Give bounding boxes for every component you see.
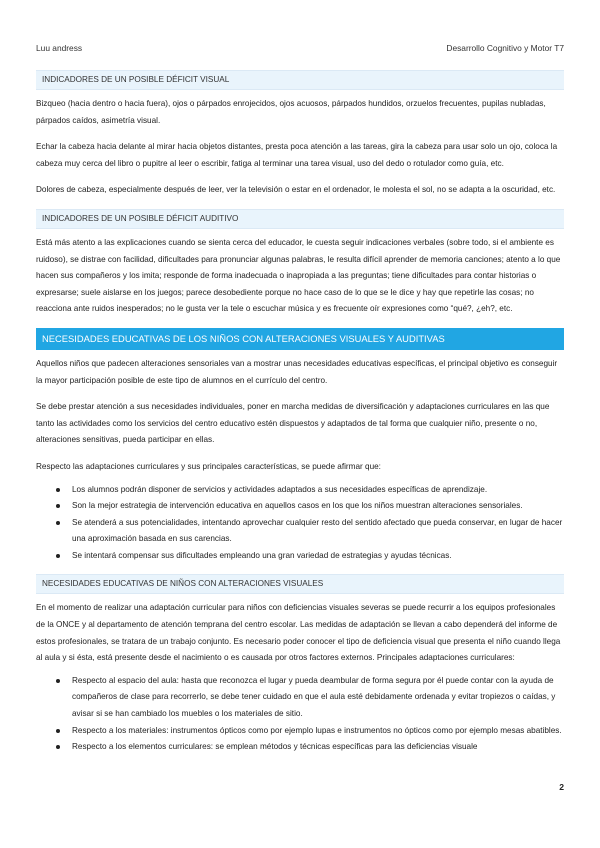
list-item: [36, 673, 564, 723]
page-number: 2: [559, 782, 564, 792]
bullet-icon: [56, 679, 60, 683]
list-item-text: Son la mejor estrategia de intervención educativa en aquellos casos en los que los niños muestran alteraciones sensoriales.: [72, 501, 523, 511]
list-item-text: Se intentará compensar sus dificultades empleando una gran variedad de estrategias y ayudas técnicas.: [72, 550, 452, 560]
section-heading-auditory-indicators: INDICADORES DE UN POSIBLE DÉFICIT AUDITIVO: [36, 209, 564, 229]
paragraph: Está más atento a las explicaciones cuando se sienta cerca del educador, le cuesta seguir indicaciones verbales (sobre todo, si el ambiente es ruidoso), se distrae con facilidad, dificultades para pronunciar algunas palabras, le resulta difícil aprender de memoria canciones; atento a lo que hacen sus compañeros y los imita; responde de forma inadecuada o inapropiada a las preguntas; tiene dificultades para contar historias o expresarse; suele aislarse en los juegos; parece desobediente porque no hace caso de lo que se le dice y hay que repetirle las cosas; no reacciona ante ruidos inesperados; no le gusta ver la tele o escuchar música y es frecuente oír expresiones como “qué?, ¿eh?, etc.: [36, 237, 561, 314]
paragraph: Aquellos niños que padecen alteraciones sensoriales van a mostrar unas necesidades educativas específicas, el principal objetivo es conseguir la mayor participación posible de este tipo de alumnos en el currículo del centro.: [36, 358, 558, 385]
paragraph: En el momento de realizar una adaptación curricular para niños con deficiencias visuales severas se puede recurrir a los equipos profesionales de la ONCE y al departamento de atención temprana del centro escolar. Las medidas de adaptación se llevan a cabo dependerá del informe de estos profesionales, se tratara de un trabajo conjunto. Es necesario poder conocer el tipo de deficiencia visual que presenta el niño cuando llega al aula y si ésta, está presente desde el nacimiento o es causada por otros factores externos. Principales adaptaciones curriculares:: [36, 603, 561, 663]
section-heading-educational-needs: NECESIDADES EDUCATIVAS DE LOS NIÑOS CON ALTERACIONES VISUALES Y AUDITIVAS: [36, 328, 564, 350]
bullet-list: [36, 482, 564, 565]
paragraph: Se debe prestar atención a sus necesidades individuales, poner en marcha medidas de diversificación y adaptaciones curriculares en las que tanto las actividades como los servicios del centro educativo estén dispuestos y adaptados de tal forma que cualquier niño, presente o no, alteraciones sensitivas, pueda participar en ellas.: [36, 402, 550, 445]
list-item: [36, 515, 564, 548]
paragraph: Respecto las adaptaciones curriculares y sus principales características, se puede afirmar que:: [36, 461, 381, 471]
paragraph: Echar la cabeza hacia delante al mirar hacia objetos distantes, presta poca atención a las tareas, gira la cabeza para usar solo un ojo, coloca la cabeza muy cerca del libro o pupitre al leer o escribir, fatiga al terminar una tarea visual, uso del dedo o rotulador como guía, etc.: [36, 142, 558, 168]
list-item-text: Respecto al espacio del aula: hasta que reconozca el lugar y pueda deambular de forma segura por él puede contar con la ayuda de compañeros de clase para recorrerlo, se debe tener cuidado en que el aula esté debidamente ordenada y evitar tropiezos o caídas, y avisar si se han cambiado los muebles o los materiales de sitio.: [72, 675, 556, 719]
list-item: [36, 723, 564, 740]
list-item-text: Los alumnos podrán disponer de servicios y actividades adaptados a sus necesidades específicas de aprendizaje.: [72, 484, 488, 494]
bullet-icon: [56, 729, 60, 733]
list-item-text: Respecto a los elementos curriculares: se emplean métodos y técnicas específicas para las deficiencias visuale: [72, 742, 478, 752]
list-item: [36, 498, 564, 515]
bullet-list: [36, 673, 564, 756]
bullet-icon: [56, 504, 60, 508]
header-course: Desarrollo Cognitivo y Motor T7: [446, 43, 564, 53]
list-item-text: Se atenderá a sus potencialidades, intentando aprovechar cualquier resto del sentido afectado que pueda conservar, en lugar de hacer una aproximación basada en sus carencias.: [72, 517, 563, 544]
paragraph: Bizqueo (hacia dentro o hacia fuera), ojos o párpados enrojecidos, ojos acuosos, párpados hundidos, orzuelos frecuentes, pupilas nubladas, párpados caídos, asimetría visual.: [36, 99, 546, 125]
list-item: [36, 739, 564, 756]
list-item: [36, 548, 564, 565]
list-item: [36, 482, 564, 499]
section-heading-visual-needs: NECESIDADES EDUCATIVAS DE NIÑOS CON ALTERACIONES VISUALES: [36, 574, 564, 594]
bullet-icon: [56, 554, 60, 558]
list-item-text: Respecto a los materiales: instrumentos ópticos como por ejemplo lupas e instrumentos no ópticos como por ejemplo mesas abatibles.: [72, 725, 562, 735]
bullet-icon: [56, 488, 60, 492]
bullet-icon: [56, 745, 60, 749]
section-heading-visual-indicators: INDICADORES DE UN POSIBLE DÉFICIT VISUAL: [36, 70, 564, 90]
header-author: Luu andress: [36, 43, 83, 53]
bullet-icon: [56, 521, 60, 525]
paragraph: Dolores de cabeza, especialmente después de leer, ver la televisión o estar en el ordenador, le molesta el sol, no se adapta a la oscuridad, etc.: [36, 185, 556, 195]
page-content: [36, 70, 564, 756]
